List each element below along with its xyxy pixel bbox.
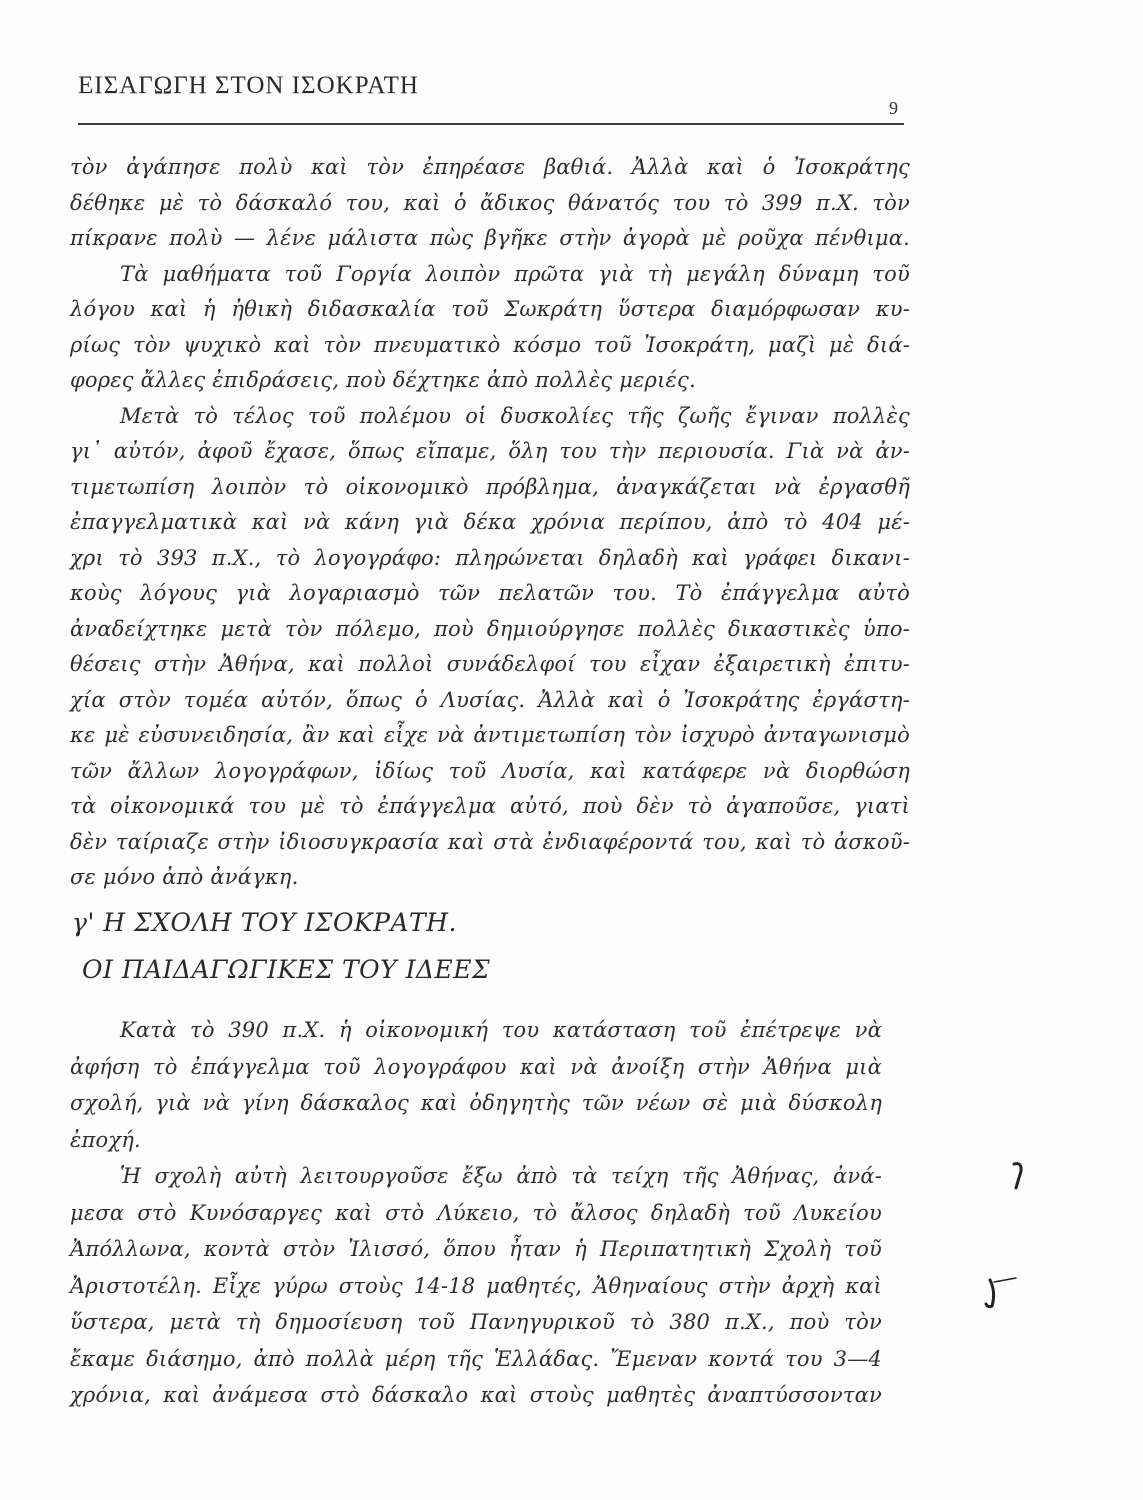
section-1-text: [70, 150, 910, 896]
section-heading-line-2: ΟΙ ΠΑΙΔΑΓΩΓΙΚΕΣ ΤΟΥ ΙΔΕΕΣ: [82, 955, 491, 984]
text-line: χία στὸν τομέα αὐτόν, ὅπως ὁ Λυσίας. Ἀλλὰ καὶ ὁ Ἰσοκράτης ἐργάστη-: [70, 687, 910, 712]
text-line: λόγου καὶ ἡ ἠθικὴ διδασκαλία τοῦ Σωκράτη ὕστερα διαμόρφωσαν κυ-: [70, 297, 910, 321]
text-line: ἔκαμε διάσημο, ἀπὸ πολλὰ μέρη τῆς Ἑλλάδας. Ἔμεναν κοντά του 3—4: [70, 1346, 882, 1371]
text-line: τὸν ἀγάπησε πολὺ καὶ τὸν ἐπηρέασε βαθιά. Ἀλλὰ καὶ ὁ Ἰσοκράτης: [70, 155, 910, 179]
header-rule: [78, 123, 904, 125]
page-number: 9: [889, 98, 898, 118]
text-line: φορες ἄλλες ἐπιδράσεις, ποὺ δέχτηκε ἀπὸ πολλὲς μεριές.: [70, 368, 696, 392]
text-line: ἀφήση τὸ ἐπάγγελμα τοῦ λογογράφου καὶ νὰ ἀνοίξη στὴν Ἀθήνα μιὰ: [70, 1054, 882, 1079]
text-line: τιμετωπίση λοιπὸν τὸ οἰκονομικὸ πρόβλημα, ἀναγκάζεται νὰ ἐργασθῆ: [70, 474, 910, 499]
text-line: ὕστερα, μετὰ τὴ δημοσίευση τοῦ Πανηγυρικοῦ τὸ 380 π.Χ., ποὺ τὸν: [70, 1310, 882, 1334]
text-line: πίκρανε πολὺ — λένε μάλιστα πὼς βγῆκε στὴν ἀγορὰ μὲ ροῦχα πένθιμα.: [70, 226, 910, 250]
text-line: ρίως τὸν ψυχικὸ καὶ τὸν πνευματικὸ κόσμο τοῦ Ἰσοκράτη, μαζὶ μὲ διά-: [70, 332, 910, 357]
text-line: ἐποχή.: [70, 1127, 141, 1152]
text-line: Κατὰ τὸ 390 π.Χ. ἡ οἰκονομική του κατάσταση τοῦ ἐπέτρεψε νὰ: [120, 1018, 882, 1042]
text-line: δέθηκε μὲ τὸ δάσκαλό του, καὶ ὁ ἄδικος θάνατός του τὸ 399 π.Χ. τὸν: [70, 190, 910, 215]
text-line: Ἡ σχολὴ αὐτὴ λειτουργοῦσε ἔξω ἀπὸ τὰ τείχη τῆς Ἀθήνας, ἀνά-: [120, 1164, 882, 1188]
text-line: Μετὰ τὸ τέλος τοῦ πολέμου οἱ δυσκολίες τῆς ζωῆς ἔγιναν πολλὲς: [120, 403, 910, 428]
text-line: θέσεις στὴν Ἀθήνα, καὶ πολλοὶ συνάδελφοί του εἶχαν ἐξαιρετικὴ ἐπιτυ-: [70, 652, 910, 676]
section-2-text: [70, 1012, 882, 1414]
text-line: τὰ οἰκονομικά του μὲ τὸ ἐπάγγελμα αὐτό, ποὺ δὲν τὸ ἀγαποῦσε, γιατὶ: [70, 794, 910, 818]
text-line: χρι τὸ 393 π.Χ., τὸ λογογράφο: πληρώνεται δηλαδὴ καὶ γράφει δικανι-: [70, 545, 910, 570]
running-header-title: ΕΙΣΑΓΩΓΗ ΣΤΟΝ ΙΣΟΚΡΑΤΗ: [78, 72, 419, 99]
running-header: [78, 72, 898, 122]
text-line: Τὰ μαθήματα τοῦ Γοργία λοιπὸν πρῶτα γιὰ τὴ μεγάλη δύναμη τοῦ: [120, 261, 910, 286]
text-line: γι᾽ αὐτόν, ἀφοῦ ἔχασε, ὅπως εἴπαμε, ὅλη του τὴν περιουσία. Γιὰ νὰ ἀν-: [70, 439, 910, 463]
text-line: Ἀριστοτέλη. Εἶχε γύρω στοὺς 14-18 μαθητές, Ἀθηναίους στὴν ἀρχὴ καὶ: [70, 1273, 882, 1298]
text-line: ἀναδείχτηκε μετὰ τὸν πόλεμο, ποὺ δημιούργησε πολλὲς δικαστικὲς ὑπο-: [70, 616, 910, 641]
text-line: κε μὲ εὐσυνειδησία, ἂν καὶ εἶχε νὰ ἀντιμετωπίση τὸν ἰσχυρὸ ἀνταγωνισμὸ: [70, 723, 910, 747]
text-line: σε μόνο ἀπὸ ἀνάγκη.: [70, 865, 299, 889]
pencil-mark-icon: [1010, 1162, 1026, 1190]
text-line: μεσα στὸ Κυνόσαργες καὶ στὸ Λύκειο, τὸ ἄλσος δηλαδὴ τοῦ Λυκείου: [70, 1200, 882, 1225]
section-heading-line-1: γ' Η ΣΧΟΛΗ ΤΟΥ ΙΣΟΚΡΑΤΗ.: [72, 908, 457, 937]
text-line: χρόνια, καὶ ἀνάμεσα στὸ δάσκαλο καὶ στοὺς μαθητὲς ἀναπτύσσονταν: [70, 1383, 882, 1407]
text-line: ἐπαγγελματικὰ καὶ νὰ κάνη γιὰ δέκα χρόνια περίπου, ἀπὸ τὸ 404 μέ-: [70, 510, 910, 534]
text-line: κοὺς λόγους γιὰ λογαριασμὸ τῶν πελατῶν του. Τὸ ἐπάγγελμα αὐτὸ: [70, 581, 910, 605]
text-line: σχολή, γιὰ νὰ γίνη δάσκαλος καὶ ὁδηγητὴς τῶν νέων σὲ μιὰ δύσκολη: [70, 1091, 882, 1115]
text-line: Ἀπόλλωνα, κοντὰ στὸν Ἰλισσό, ὅπου ἦταν ἡ Περιπατητικὴ Σχολὴ τοῦ: [70, 1237, 882, 1261]
text-line: δὲν ταίριαζε στὴν ἰδιοσυγκρασία καὶ στὰ ἐνδιαφέροντά του, καὶ τὸ ἀσκοῦ-: [70, 829, 910, 854]
pencil-hook-mark-icon: [982, 1272, 1022, 1312]
text-line: τῶν ἄλλων λογογράφων, ἰδίως τοῦ Λυσία, καὶ κατάφερε νὰ διορθώση: [70, 758, 910, 783]
